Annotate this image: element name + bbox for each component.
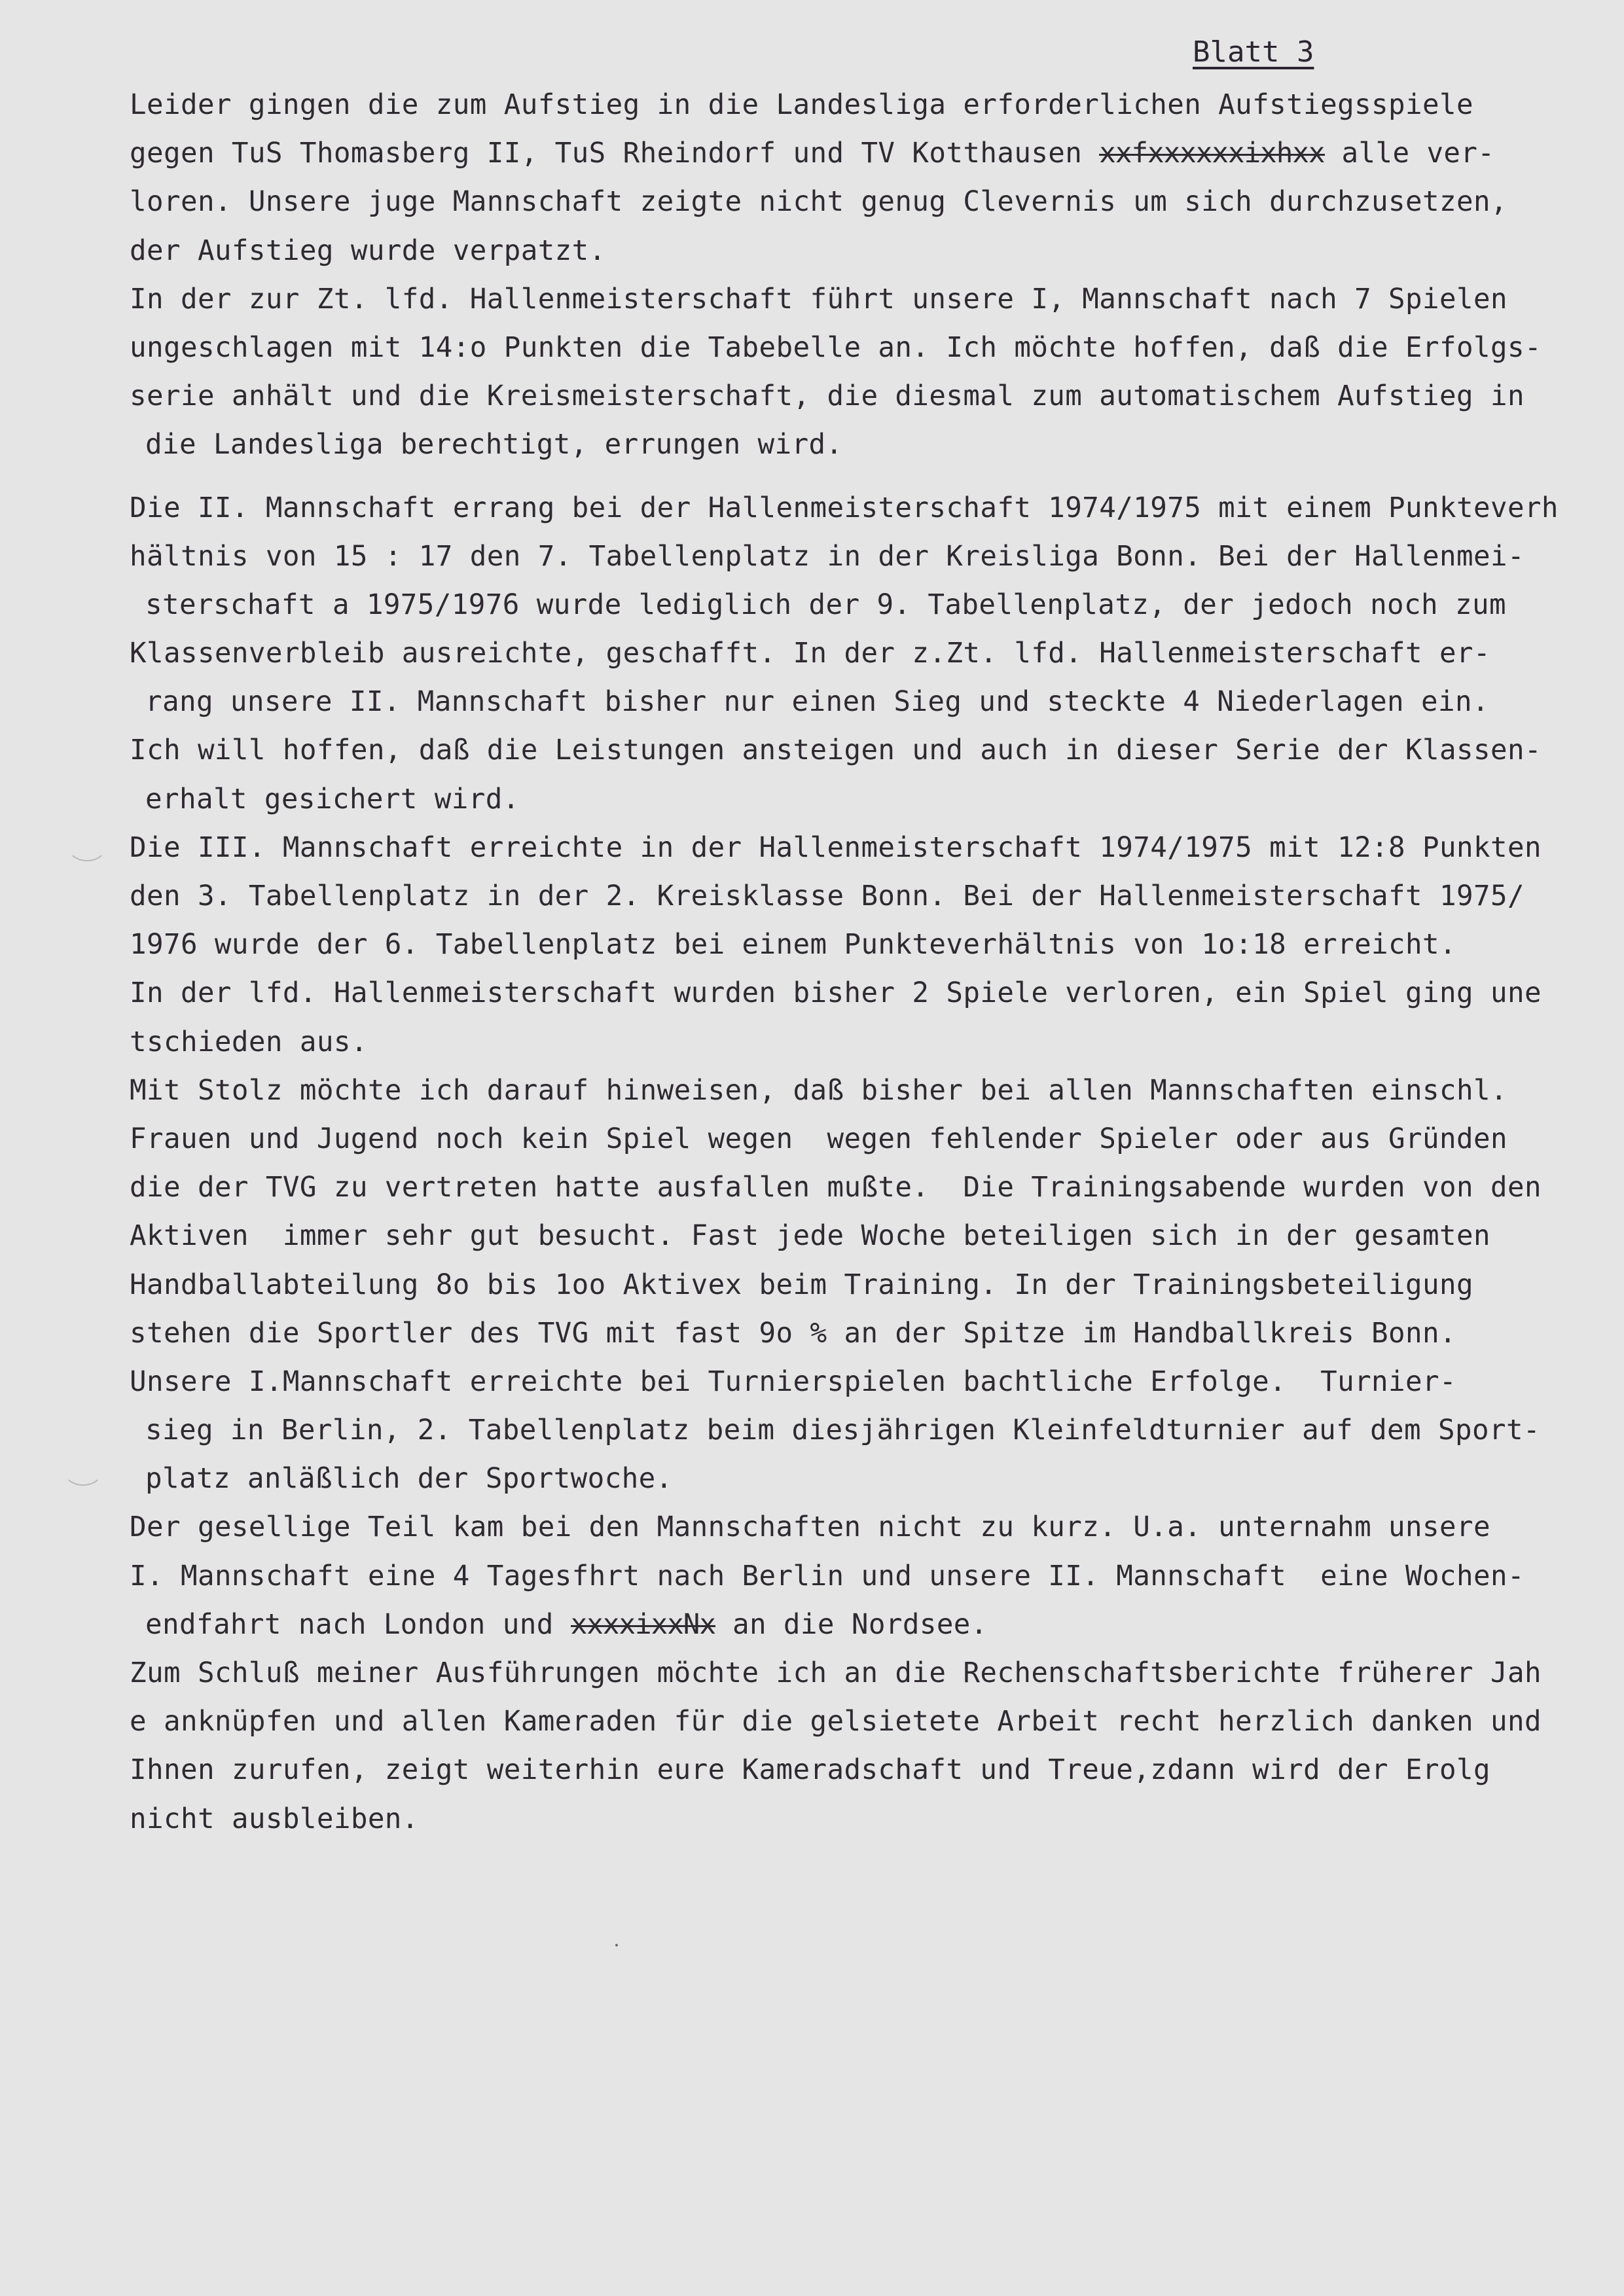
line-text: In der zur Zt. lfd. Hallenmeisterschaft führt unsere I, Mannschaft nach 7 Spielen xyxy=(130,283,1507,315)
text-line xyxy=(130,533,1602,581)
line-text: Ihnen zurufen, zeigt weiterhin eure Kameradschaft und Treue,zdann wird der Erolg xyxy=(130,1754,1490,1787)
text-line xyxy=(130,1310,1602,1358)
line-text: In der lfd. Hallenmeisterschaft wurden bisher 2 Spiele verloren, ein Spiel ging une xyxy=(130,977,1542,1010)
text-line xyxy=(130,324,1602,372)
letter-body xyxy=(130,81,1602,1844)
line-text: Die III. Mannschaft erreichte in der Hallenmeisterschaft 1974/1975 mit 12:8 Punkten xyxy=(130,831,1542,864)
text-line xyxy=(130,1455,1602,1503)
line-text: Frauen und Jugend noch kein Spiel wegen wegen fehlender Spieler oder aus Gründen xyxy=(130,1122,1507,1155)
text-line xyxy=(130,1649,1602,1698)
line-text: rang unsere II. Mannschaft bisher nur einen Sieg und steckte 4 Niederlagen ein. xyxy=(145,686,1489,719)
text-line xyxy=(130,1407,1602,1455)
line-text: die Landesliga berechtigt, errungen wird. xyxy=(145,429,843,461)
stray-ink-dot xyxy=(615,1944,618,1946)
line-text: Klassenverbleib ausreichte, geschafft. In der z.Zt. lfd. Hallenmeisterschaft er- xyxy=(130,637,1490,670)
text-line xyxy=(130,1018,1602,1067)
line-text: Der gesellige Teil kam bei den Mannschaften nicht zu kurz. U.a. unternahm unsere xyxy=(130,1511,1490,1544)
struck-out-text: xxxxixxNx xyxy=(571,1601,715,1649)
text-line xyxy=(130,1552,1602,1601)
text-line xyxy=(130,824,1602,872)
struck-out-text: xxfxxxxxxixhxx xyxy=(1099,130,1324,178)
line-text: 1976 wurde der 6. Tabellenplatz bei einem Punkteverhältnis von 1o:18 erreicht. xyxy=(130,929,1456,961)
text-line xyxy=(130,1212,1602,1261)
line-text: Zum Schluß meiner Ausführungen möchte ich an die Rechenschaftsberichte früherer Jah xyxy=(130,1657,1542,1689)
text-line xyxy=(130,1746,1602,1795)
line-text: I. Mannschaft eine 4 Tagesfhrt nach Berlin und unsere II. Mannschaft eine Wochen- xyxy=(130,1560,1525,1592)
line-text: ungeschlagen mit 14:o Punkten die Tabebelle an. Ich möchte hoffen, daß die Erfolgs- xyxy=(130,331,1542,364)
line-text: Handballabteilung 8o bis 1oo Aktivex beim Training. In der Trainingsbeteiligung xyxy=(130,1268,1473,1301)
text-line xyxy=(130,1358,1602,1407)
text-line xyxy=(130,872,1602,921)
text-line xyxy=(130,1164,1602,1212)
text-line xyxy=(130,630,1602,678)
text-line xyxy=(130,1503,1602,1552)
line-text: endfahrt nach London und xyxy=(145,1608,571,1641)
text-line xyxy=(130,372,1602,421)
line-text: Mit Stolz möchte ich darauf hinweisen, daß bisher bei allen Mannschaften einschl. xyxy=(130,1074,1507,1107)
line-text: loren. Unsere juge Mannschaft zeigte nicht genug Clevernis um sich durchzusetzen, xyxy=(130,186,1507,219)
text-line xyxy=(130,178,1602,226)
line-text: stehen die Sportler des TVG mit fast 9o % an der Spitze im Handballkreis Bonn. xyxy=(130,1317,1456,1350)
text-line xyxy=(130,969,1602,1018)
line-text: Leider gingen die zum Aufstieg in die Landesliga erforderlichen Aufstiegsspiele xyxy=(130,89,1473,121)
text-line xyxy=(130,421,1602,469)
line-text: Unsere I.Mannschaft erreichte bei Turnierspielen bachtliche Erfolge. Turnier- xyxy=(130,1365,1456,1398)
line-text: der Aufstieg wurde verpatzt. xyxy=(130,234,606,267)
line-text: gegen TuS Thomasberg II, TuS Rheindorf und TV Kotthausen xyxy=(130,137,1100,170)
line-text: tschieden aus. xyxy=(130,1026,368,1058)
line-text: Ich will hoffen, daß die Leistungen ansteigen und auch in dieser Serie der Klassen- xyxy=(130,734,1542,767)
text-line xyxy=(130,130,1602,178)
text-line xyxy=(130,276,1602,324)
line-text: e anknüpfen und allen Kameraden für die gelsietete Arbeit recht herzlich danken und xyxy=(130,1706,1542,1738)
line-text: nicht ausbleiben. xyxy=(130,1803,419,1835)
text-line xyxy=(130,1115,1602,1164)
line-text: erhalt gesichert wird. xyxy=(145,783,520,816)
line-text-continued: alle ver- xyxy=(1324,137,1495,170)
line-text: serie anhält und die Kreismeisterschaft, die diesmal zum automatischem Aufstieg in xyxy=(130,380,1525,413)
text-line xyxy=(130,1698,1602,1746)
text-line xyxy=(130,1795,1602,1844)
text-line xyxy=(130,726,1602,775)
page-number: Blatt 3 xyxy=(1193,35,1314,69)
text-line xyxy=(130,227,1602,276)
text-line xyxy=(130,1067,1602,1115)
line-text: platz anläßlich der Sportwoche. xyxy=(145,1463,673,1496)
text-line xyxy=(130,484,1602,533)
margin-fold-mark-lower xyxy=(63,1453,103,1486)
line-text: sterschaft a 1975/1976 wurde lediglich der 9. Tabellenplatz, der jedoch noch zum xyxy=(145,588,1506,621)
text-line xyxy=(130,1601,1602,1649)
line-text: sieg in Berlin, 2. Tabellenplatz beim diesjährigen Kleinfeldturnier auf dem Sport- xyxy=(145,1414,1540,1447)
text-line xyxy=(130,678,1602,726)
text-line xyxy=(130,1261,1602,1310)
text-line xyxy=(130,776,1602,824)
text-line xyxy=(130,921,1602,969)
line-text-continued: an die Nordsee. xyxy=(715,1608,988,1641)
line-text: den 3. Tabellenplatz in der 2. Kreisklasse Bonn. Bei der Hallenmeisterschaft 1975/ xyxy=(130,880,1525,912)
text-line xyxy=(130,581,1602,630)
line-text: die der TVG zu vertreten hatte ausfallen mußte. Die Trainingsabende wurden von den xyxy=(130,1172,1542,1204)
line-text: Die II. Mannschaft errang bei der Hallenmeisterschaft 1974/1975 mit einem Punkteverh xyxy=(130,492,1559,524)
line-text: hältnis von 15 : 17 den 7. Tabellenplatz in der Kreisliga Bonn. Bei der Hallenmei- xyxy=(130,540,1525,573)
margin-fold-mark-upper xyxy=(67,829,107,861)
line-text: Aktiven immer sehr gut besucht. Fast jede Woche beteiligen sich in der gesamten xyxy=(130,1220,1490,1253)
text-line xyxy=(130,81,1602,130)
